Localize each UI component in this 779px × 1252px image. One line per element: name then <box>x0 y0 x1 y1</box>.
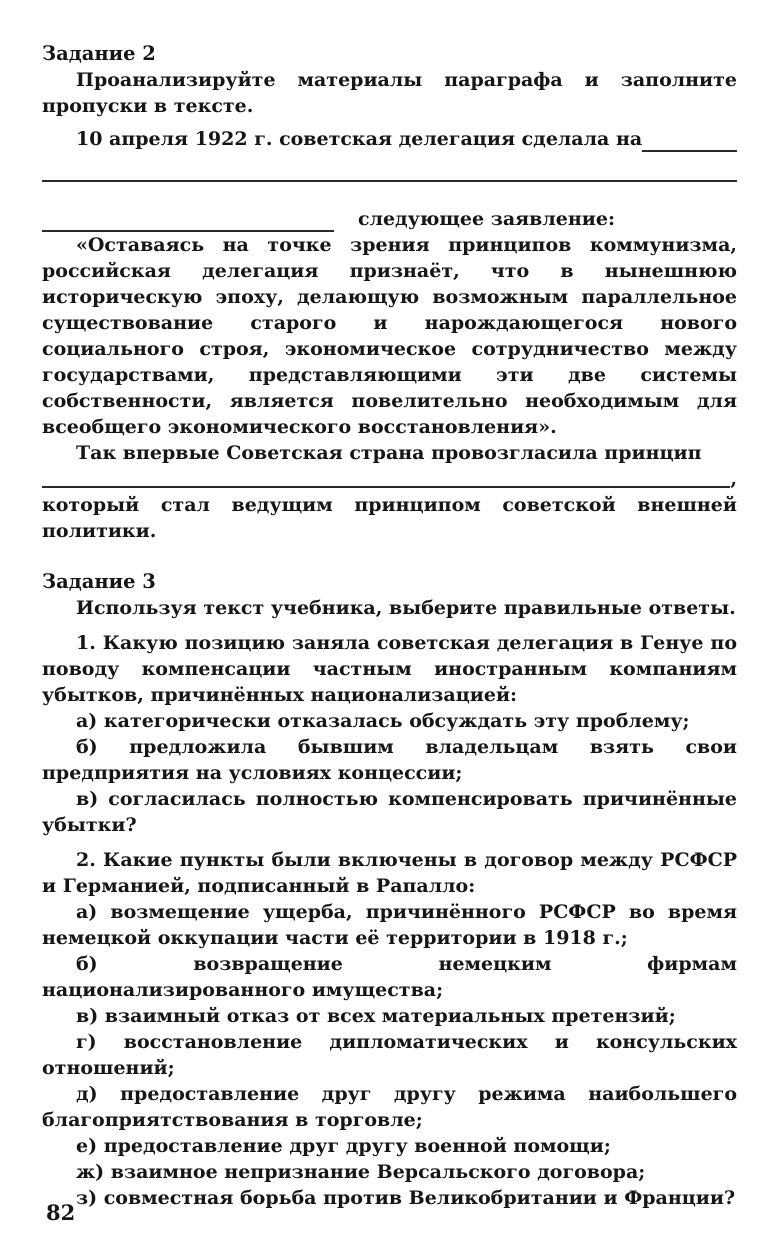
page-number: 82 <box>46 1200 76 1225</box>
question-2-option-d: д) предоставление друг другу режима наибольшего благоприятствования в торговле; <box>42 1083 737 1131</box>
question-2-option-e: е) предоставление друг другу военной помощи; <box>76 1135 611 1157</box>
question-1: 1. Какую позицию заняла советская делегация в Генуе по поводу компенсации частным иностранным компаниям убытков, причинённых национализацией: <box>42 632 737 706</box>
task2-instruction: Проанализируйте материалы параграфа и заполните пропуски в тексте. <box>42 69 737 117</box>
fill-sentence-text: 10 апреля 1922 г. советская делегация сделала на <box>76 128 643 150</box>
task2-fill-continuation <box>42 206 737 232</box>
task2-heading: Задание 2 <box>42 42 156 65</box>
answer-blank-line-full <box>42 180 737 182</box>
question-2: 2. Какие пункты были включены в договор между РСФСР и Германией, подписанный в Рапалло: <box>42 849 737 897</box>
question-2-option-b: б) возвращение немецким фирмам национализированного имущества; <box>42 953 737 1001</box>
task3-instruction: Используя текст учебника, выберите правильные ответы. <box>76 597 736 619</box>
question-2-option-v: в) взаимный отказ от всех материальных претензий; <box>76 1005 676 1027</box>
question-1-option-v: в) согласилась полностью компенсировать причинённые убытки? <box>42 788 737 836</box>
question-1-option-a: а) категорически отказалась обсуждать эту проблему; <box>76 710 690 732</box>
question-1-option-b: б) предложила бывшим владельцам взять свои предприятия на условиях концессии; <box>42 736 737 784</box>
question-2-option-z: з) совместная борьба против Великобритании и Франции? <box>76 1187 736 1209</box>
answer-blank-long <box>42 466 730 488</box>
after-blank-text: следующее заявление: <box>358 208 615 230</box>
answer-blank-partial <box>42 210 334 232</box>
question-2-option-a: а) возмещение ущерба, причинённого РСФСР во время немецкой оккупации части её территории в 1918 г.; <box>42 901 737 949</box>
question-2-option-zh: ж) взаимное непризнание Версальского договора; <box>76 1161 646 1183</box>
task3-heading: Задание 3 <box>42 570 156 593</box>
task2-statement-start: Так впервые Советская страна провозгласила принцип <box>76 442 702 464</box>
trailing-comma: , <box>730 468 737 490</box>
task2-quote: «Оставаясь на точке зрения принципов коммунизма, российская делегация признаёт, что в нынешнюю историческую эпоху, делающую возможным параллельное существование старого и нарождающегося нового социального строя, экономическое сотрудничество между государствами, представляющими эти две системы собственности, является повелительно необходимым для всеобщего экономического восстановления». <box>42 234 737 438</box>
task2-fill-sentence <box>42 126 737 152</box>
task2-statement-end: который стал ведущим принципом советской внешней политики. <box>42 494 737 542</box>
answer-blank-short <box>642 130 737 152</box>
question-2-option-g: г) восстановление дипломатических и консульских отношений; <box>42 1031 737 1079</box>
answer-blank-line-with-comma <box>42 466 737 492</box>
